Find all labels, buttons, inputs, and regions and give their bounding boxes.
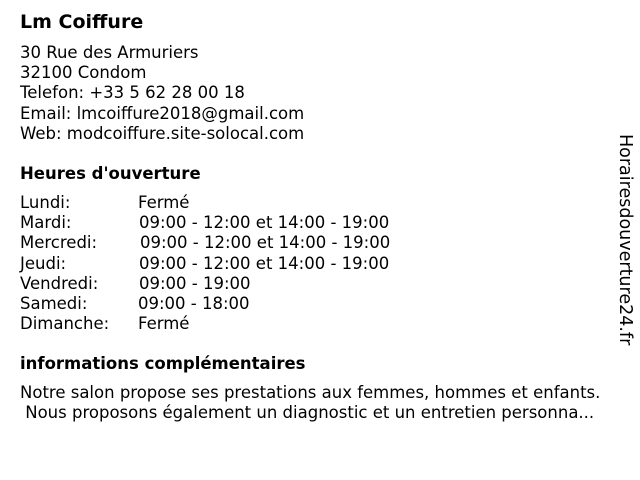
- hours-day: Dimanche:: [20, 314, 110, 334]
- hours-time: 09:00 - 18:00: [138, 293, 250, 313]
- description-line-1: Notre salon propose ses prestations aux femmes, hommes et enfants.: [20, 383, 601, 402]
- hours-time: 09:00 - 19:00: [139, 273, 251, 293]
- email-line: Email: lmcoiffure2018@gmail.com: [20, 103, 305, 123]
- address-street: 30 Rue des Armuriers: [20, 43, 199, 62]
- hours-time: Fermé: [138, 193, 190, 212]
- watermark-text: Horairesdouverture24.fr: [615, 134, 635, 346]
- hours-day: Lundi:: [20, 193, 71, 212]
- hours-time: 09:00 - 12:00 et 14:00 - 19:00: [139, 253, 390, 273]
- contact-block: [20, 43, 304, 144]
- hours-day: Samedi:: [20, 293, 88, 313]
- hours-day: Mardi:: [20, 213, 72, 233]
- hours-time: 09:00 - 12:00 et 14:00 - 19:00: [139, 213, 390, 233]
- web-line: Web: modcoiffure.site-solocal.com: [20, 123, 305, 143]
- hours-time: 09:00 - 12:00 et 14:00 - 19:00: [140, 233, 391, 253]
- info-heading: informations complémentaires: [20, 354, 306, 373]
- description-line-2: Nous proposons également un diagnostic et un entretien personna...: [20, 403, 595, 423]
- description: [20, 383, 600, 423]
- site-watermark: [614, 134, 636, 348]
- hours-day: Jeudi:: [20, 253, 67, 273]
- phone-line: Telefon: +33 5 62 28 00 18: [20, 83, 245, 103]
- hours-time: Fermé: [138, 314, 190, 334]
- hours-day: Mercredi:: [20, 233, 98, 253]
- business-name: Lm Coiffure: [20, 11, 144, 33]
- address-city: 32100 Condom: [20, 63, 147, 83]
- hours-heading: Heures d'ouverture: [20, 164, 201, 183]
- hours-day: Vendredi:: [20, 273, 99, 293]
